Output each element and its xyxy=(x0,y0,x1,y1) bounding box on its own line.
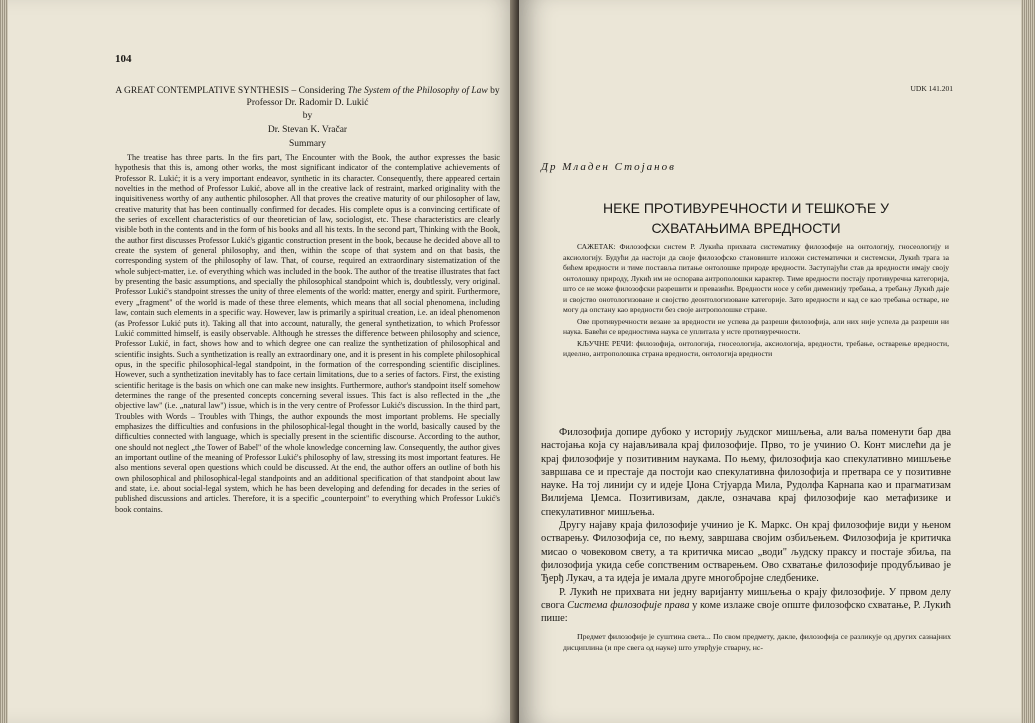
udk-code: UDK 141.201 xyxy=(910,84,953,93)
page-edge-right xyxy=(1021,0,1035,723)
article-title xyxy=(541,198,951,238)
abstract-paragraph: Ове противуречности везане за вредности не успева да разреши филозофија, али них није успела да разреши ни наука. Бавећи се вредностима наука се уплитала у исте противуречности. xyxy=(563,316,949,336)
article-title-english xyxy=(115,85,500,109)
title-italic: The System of the Philosophy of Law xyxy=(347,86,488,96)
title-part2: by Professor Dr. Radomir D. Lukić xyxy=(246,86,500,108)
title-line-1: НЕКЕ ПРОТИВУРЕЧНОСТИ И ТЕШКОЋЕ У xyxy=(603,200,889,216)
body-paragraph xyxy=(541,586,951,626)
book-title-italic: Система филозофије права xyxy=(567,599,690,611)
right-page xyxy=(519,0,1035,723)
abstract xyxy=(563,242,949,361)
quote-text: Предмет филозофије је суштина света... По свом предмету, дакле, филозофија се разликује од других сазнајних дисциплина (и пре свега од науке) што утврђује стварну, нс- xyxy=(563,632,951,652)
abstract-paragraph: САЖЕТАК: Филозофски систем Р. Лукића прихвата систематику филозофије на онтологију, гносеологију и аксиологију. Будући да настоји да своје филозофско становиште изложи систематички и системски, Лукић трага за бићем вредности и тиме поставља питање онтолошке природе вредности. Заступајући став да вредности имају своју онтолошку природу, Лукић им не оспорава антрополошки карактер. Тиме вредности постају противуречна категорија, што се не може филозофски разрешити и превазићи. Вредности носе у себи димензију требања, а требању Лукић даје и својство онотологизоване и својство деонтологизоване категорије. Зато вредности и кад се као требања остваре, не могу да опстану као вредности без своје антрополошке стране. xyxy=(563,242,949,314)
block-quote xyxy=(563,632,951,653)
summary-text: The treatise has three parts. In the firs part, The Encounter with the Book, the author expresses the basic hypothesis that this is, among other works, the most significant indicator of the contemplative achievements of Professor R. Lukić; it is a very important endeavor, synthetic in its character. Consequently, there appeared certain novelties in the method of Professor Lukić, above all in the creative lack of restraint, marked originality with the inquisitiveness worthy of any authentic philosopher. All that proves the creative maturity of our philosopher of law, creative maturity that has been continually confirmed for decades. His complete opus is a convincing certificate of the series of excellent characteristics of our theoretician of law, sociologist, etc. These characteristics are clearly visible both in the contents and in the form of his books and all his texts. In the second part, Thinking with the Book, the author first discusses Professor Lukić's gigantic construction present in the book, because he decided above all to create the system of general philosophy, and then, within the scope of that system and on that basis, the corresponding system of the philosophy of law. That, of course, required an extraordinary sistematization of the whole subject-matter, i.e. of everything which was included in the book. The author of the treatise illustrates that fact by presenting the basic assumptions, and specially the philosophical standpoint which is, doubtlessly, very original. Professor Lukić's standpoint stresses the unity of three elements of the world: matter, energy and spirit. Furthermore, every „fragment" of the world is made of these three elements, which means that all social phenomena, including law, contain such elements in a specific way. However, law is primarily a spiritual creation, i.e. an ideal phenomenon (as Professor Lukić puts it). Taking all that into account, naturally, the general synthetization, to which Professor Lukić committed himself, is easily observable. Although he stresses the difference between philosophy and science, Professor Lukić, in fact, shows how and to which degree one can realize the synthetization of philosophical and scientific insights. Such a synthetization is really an extraordinary one, and it is present in his complete philosophical opus, in the specific philosophical-legal standpoint, in the formation of the corresponding scientific disciplines. However, such a synthetization inevitably has to face certain limitations, due to a series of factors. First, the existing scientific heritage is the basis on which one can make new insights. Furthermore, author's standpoint itself somehow determines the range of the presented concepts concerning several issues. This fact is also reflected in the „the objective law" (i.e. „natural law") issue, which is in the very centre of Professor Lukić's discussion. In the third part, Troubles with Words – Troubles with Things, the author expounds the most important problems. He specially emphasizes the difficulties and confusions in the philosophical-legal thought in the world, basically caused by the difficulties connected with language, which is specially present in the scientific discourse. According to the author, one should not neglect „the Tower of Babel" of the whole knowledge concerning law. Consequently, the author gives an important outline of the meaning of Professor Lukić's philosophy of law, stressing its most important features. He also mentions several open questions which could be discussed. At the end, the author offers an outline of both his own philosophical and philosophical-legal standpoints and an additional specification of that standpoint about law and state, i.e. about social-legal system, which he has been developing and defending for decades in the series of published discussions and articles. Therefore, it is a specific „counterpoint" to everything which Professor Lukić's book contains. xyxy=(115,153,500,514)
summary-author: Dr. Stevan K. Vračar xyxy=(267,125,348,135)
body-p3-start: Р. Лукић не прихвата ни једну варијанту мишљења о крају филозофије. У првом делу свога xyxy=(541,586,951,611)
summary-heading: Summary xyxy=(289,139,326,149)
by-line: by xyxy=(302,111,313,121)
body-p3-end: у коме излаже своје опште филозофско схватање, Р. Лукић пише: xyxy=(541,599,951,625)
article-author: Др Младен Стојанов xyxy=(541,161,676,173)
keywords: КЉУЧНЕ РЕЧИ: филозофија, онтологија, гносеологија, аксиологија, вредности, требање, остварење вредности, идеелно, антрополошка страна вредности, онтологија вредности xyxy=(563,338,949,358)
title-part1: A GREAT CONTEMPLATIVE SYNTHESIS – Considering xyxy=(115,86,348,96)
page-edge-left xyxy=(0,0,8,723)
page-number: 104 xyxy=(115,53,132,65)
title-line-2: СХВАТАЊИМА ВРЕДНОСТИ xyxy=(651,220,841,236)
body-text xyxy=(541,426,951,625)
body-paragraph: Другу најаву краја филозофије учинио је К. Маркс. Он крај филозофије види у њеном остварењу. Филозофија се, по њему, завршава својим озбиљењем. Филозофија је критичка мисао о човековом свету, а та критичка мисао „води" људску праксу и постаје збиља, па филозофија укида себе сопственим остварењем. Ово схватање филозофије продубљивао је Ђерђ Лукач, а та идеја је имала друге многобројне следбенике. xyxy=(541,520,951,585)
body-paragraph: Филозофија допире дубоко у историју људског мишљења, али ваља поменути бар два настојања која су најављивала крај филозофије. Прво, то је учинио О. Конт мислећи да је крај филозофије у позитивним наукама. По њему, филозофија као спекулативно мишљење завршава се и престаје да постоји као спекулативна филозофија и претвара се у позитивне науке. На тој линији су и идеје Џона Стјуарда Мила, Рудолфа Карнапа као и прагматизам Вилијема Џемса. Позитивизам, дакле, означава крај филозофије као метафизике и спекулативног мишљења. xyxy=(541,427,951,518)
